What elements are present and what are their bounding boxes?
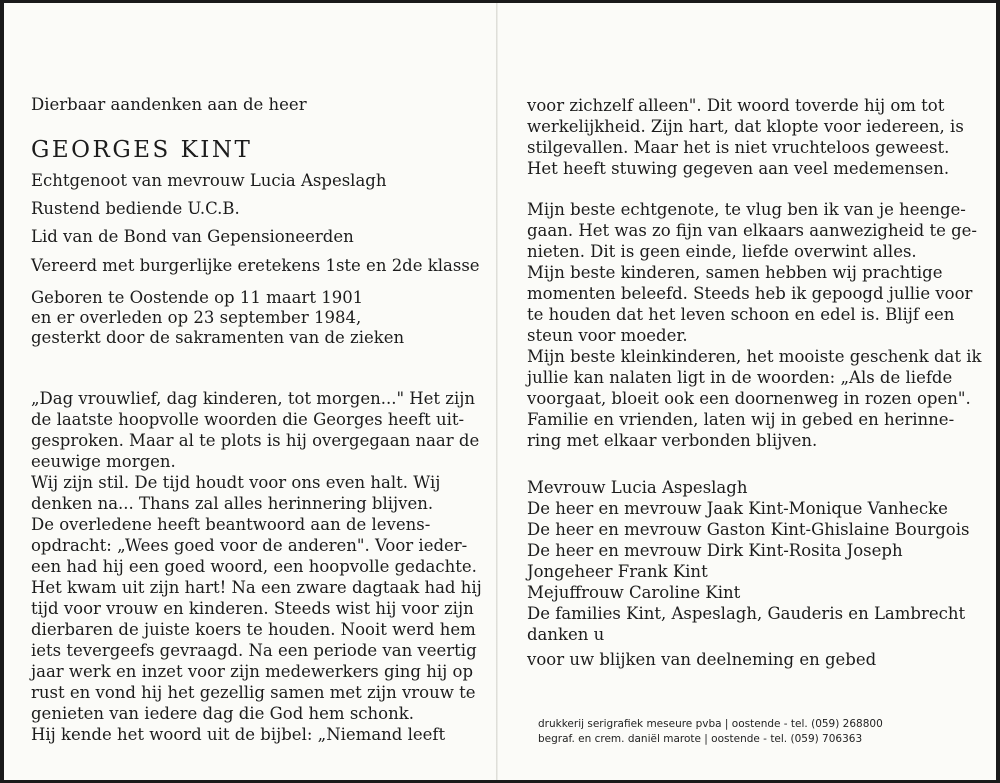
family-line: De families Kint, Aspeslagh, Gauderis en Lambrecht (527, 604, 966, 623)
text-line: Hij kende het woord uit de bijbel: „Niemand leeft (31, 725, 446, 744)
family-line: Mejuffrouw Caroline Kint (527, 583, 741, 602)
text-line: tijd voor vrouw en kinderen. Steeds wist hij voor zijn (31, 599, 474, 618)
text-line: „Dag vrouwlief, dag kinderen, tot morgen..." Het zijn (31, 389, 476, 408)
detail-line: Vereerd met burgerlijke eretekens 1ste en 2de klasse (31, 256, 480, 275)
card-fold (496, 3, 498, 780)
text-line: Mijn beste echtgenote, te vlug ben ik van je heenge- (527, 200, 966, 219)
deceased-name: GEORGES KINT (31, 137, 253, 163)
text-line: Het heeft stuwing gegeven aan veel medemensen. (527, 159, 950, 178)
detail-line: Lid van de Bond van Gepensioneerden (31, 227, 354, 246)
text-line: voorgaat, bloeit ook een doornenweg in rozen open". (527, 389, 971, 408)
text-line: iets tevergeefs gevraagd. Na een periode van veertig (31, 641, 477, 660)
family-line: voor uw blijken van deelneming en gebed (527, 650, 877, 669)
text-line: werkelijkheid. Zijn hart, dat klopte voor iedereen, is (527, 117, 964, 136)
text-line: een had hij een goed woord, een hoopvolle gedachte. (31, 557, 477, 576)
text-line: Het kwam uit zijn hart! Na een zware dagtaak had hij (31, 578, 482, 597)
printer-line: begraf. en crem. daniël marote | oostende - tel. (059) 706363 (538, 733, 863, 745)
text-line: steun voor moeder. (527, 326, 688, 345)
printer-line: drukkerij serigrafiek meseure pvba | oostende - tel. (059) 268800 (538, 718, 883, 730)
text-line: eeuwige morgen. (31, 452, 176, 471)
text-line: genieten van iedere dag die God hem schonk. (31, 704, 414, 723)
text-line: voor zichzelf alleen". Dit woord toverde hij om tot (527, 96, 945, 115)
intro-line: Dierbaar aandenken aan de heer (31, 95, 307, 114)
text-line: Mijn beste kleinkinderen, het mooiste geschenk dat ik (527, 347, 982, 366)
text-line: gaan. Het was zo fijn van elkaars aanwezigheid te ge- (527, 221, 978, 240)
family-line: Jongeheer Frank Kint (527, 562, 708, 581)
text-line: Wij zijn stil. De tijd houdt voor ons even halt. Wij (31, 473, 441, 492)
text-line: opdracht: „Wees goed voor de anderen". Voor ieder- (31, 536, 468, 555)
text-line: gesproken. Maar al te plots is hij overgegaan naar de (31, 431, 480, 450)
text-line: ring met elkaar verbonden blijven. (527, 431, 818, 450)
family-line: danken u (527, 625, 605, 644)
detail-line: Rustend bediende U.C.B. (31, 199, 240, 218)
family-line: De heer en mevrouw Gaston Kint-Ghislaine Bourgois (527, 520, 970, 539)
text-line: rust en vond hij het gezellig samen met zijn vrouw te (31, 683, 476, 702)
text-line: nieten. Dit is geen einde, liefde overwint alles. (527, 242, 917, 261)
family-line: De heer en mevrouw Jaak Kint-Monique Vanhecke (527, 499, 948, 518)
text-line: dierbaren de juiste koers te houden. Nooit werd hem (31, 620, 476, 639)
text-line: jaar werk en inzet voor zijn medewerkers ging hij op (31, 662, 474, 681)
date-line: gesterkt door de sakramenten van de zieken (31, 328, 405, 347)
text-line: denken na... Thans zal alles herinnering blijven. (31, 494, 434, 513)
text-line: stilgevallen. Maar het is niet vruchteloos geweest. (527, 138, 950, 157)
date-line: en er overleden op 23 september 1984, (31, 308, 362, 327)
text-line: jullie kan nalaten ligt in de woorden: „Als de liefde (527, 368, 953, 387)
family-line: De heer en mevrouw Dirk Kint-Rosita Joseph (527, 541, 903, 560)
text-line: te houden dat het leven schoon en edel is. Blijf een (527, 305, 955, 324)
text-line: de laatste hoopvolle woorden die Georges heeft uit- (31, 410, 465, 429)
text-line: momenten beleefd. Steeds heb ik gepoogd jullie voor (527, 284, 973, 303)
text-line: Familie en vrienden, laten wij in gebed en herinne- (527, 410, 955, 429)
detail-line: Echtgenoot van mevrouw Lucia Aspeslagh (31, 171, 387, 190)
text-line: De overledene heeft beantwoord aan de levens- (31, 515, 431, 534)
date-line: Geboren te Oostende op 11 maart 1901 (31, 288, 364, 307)
family-line: Mevrouw Lucia Aspeslagh (527, 478, 748, 497)
text-line: Mijn beste kinderen, samen hebben wij prachtige (527, 263, 943, 282)
